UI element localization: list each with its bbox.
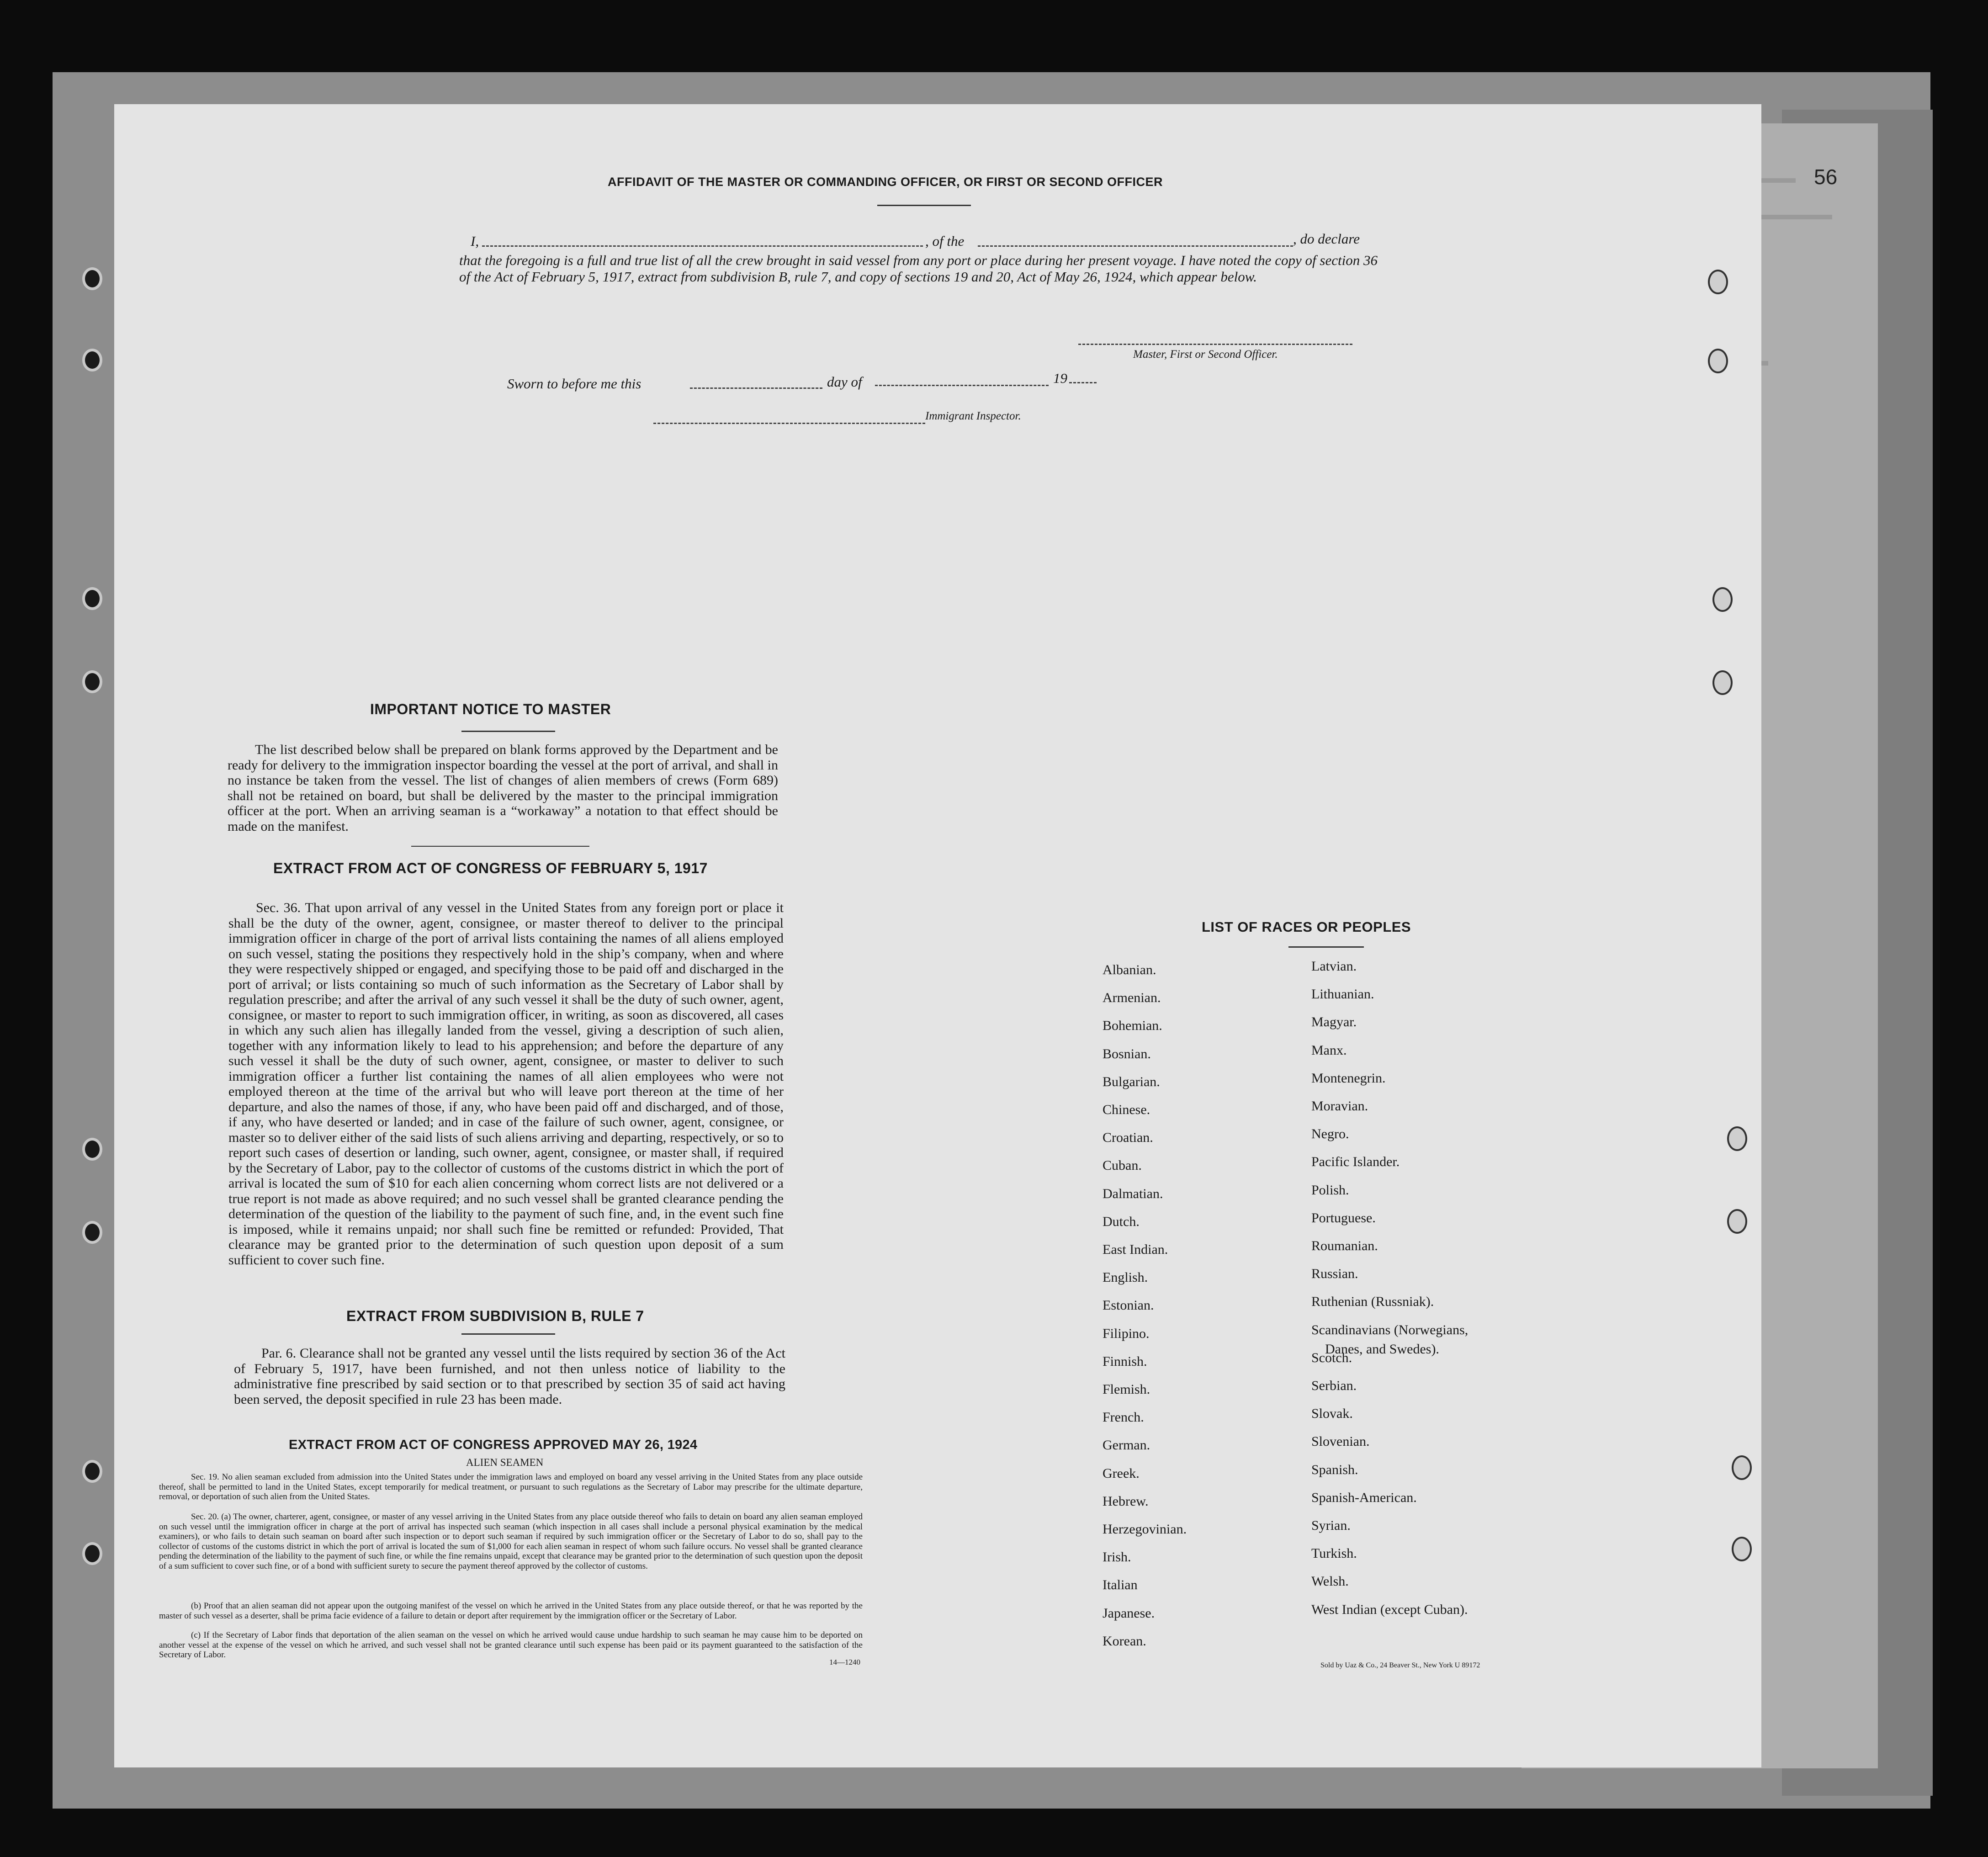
binder-hole <box>82 670 102 693</box>
binder-ring <box>1727 1126 1747 1151</box>
race-item: Manx. <box>1311 1042 1347 1058</box>
binder-hole <box>82 267 102 290</box>
title-rule <box>877 205 971 206</box>
race-item: Croatian. <box>1103 1130 1153 1146</box>
race-item: Herzegovinian. <box>1103 1522 1187 1537</box>
sworn-label: Sworn to before me this <box>507 376 641 392</box>
sworn-month-field[interactable] <box>875 385 1049 386</box>
sworn-day-field[interactable] <box>690 387 822 389</box>
race-item: Flemish. <box>1103 1382 1150 1397</box>
race-item: Turkish. <box>1311 1546 1357 1561</box>
race-item: Danes, and Swedes). <box>1325 1341 1439 1357</box>
printer-note: Sold by Uaz & Co., 24 Beaver St., New York U 89172 <box>1320 1661 1480 1669</box>
day-of-label: day of <box>827 374 862 390</box>
inspector-signature-line[interactable] <box>653 423 925 424</box>
race-item: Filipino. <box>1103 1326 1150 1341</box>
page-number: 56 <box>1814 165 1838 189</box>
race-item: Dalmatian. <box>1103 1186 1163 1201</box>
races-title: LIST OF RACES OR PEOPLES <box>1202 919 1411 935</box>
race-item: Polish. <box>1311 1182 1349 1198</box>
extract-rule7-title: EXTRACT FROM SUBDIVISION B, RULE 7 <box>346 1308 644 1324</box>
extract-1924-sec20c: (c) If the Secretary of Labor finds that deportation of the alien seaman on the vessel on which he arrived would cause undue hardship to such seaman he may cause him to be deported on another vessel at the expense of the vessel on which he arrived, and such vessel shall not be granted clearance until such expense has been paid or its payment guaranteed to the satisfaction of the Secretary of Labor. <box>159 1630 863 1660</box>
race-item: Irish. <box>1103 1549 1131 1565</box>
title-rule <box>461 1333 555 1335</box>
race-item: English. <box>1103 1270 1148 1285</box>
race-item: Estonian. <box>1103 1298 1154 1313</box>
master-signature-line[interactable] <box>1078 344 1352 345</box>
race-item: Finnish. <box>1103 1353 1147 1369</box>
notice-body: The list described below shall be prepared on blank forms approved by the Department and be ready for delivery to the immigration inspector boarding the vessel at the port of arrival, and shall in no instance be taken from the vessel. The list of changes of alien members of crews (Form 689) shall not be retained on board, but shall be delivered by the master to the principal immigration officer at the port. When an arriving seaman is a “workaway” a notation to that effect should be made on the manifest. <box>228 742 778 834</box>
extract-1924-sec20a: Sec. 20. (a) The owner, charterer, agent, consignee, or master of any vessel arriving in the United States from any place outside thereof who fails to detain on board any alien seaman employed on such vessel until the immigration officer in charge at the port of arrival has inspected such seaman (which inspection in all cases shall include a personal physical examination by the medical examiners), or who fails to detain such seaman on board after such inspection or to deport such seaman if required by such immigration officer or the Secretary of Labor to do so, shall pay to the collector of customs of the customs district in which the port of arrival is located the sum of $1,000 for each alien seaman in respect of whom such failure occurs. No vessel shall be granted clearance pending the determination of the liability to the payment of such fine, or while the fine remains unpaid, except that clearance may be granted prior to the determination of such question upon the deposit of a sum sufficient to cover such fine, or of a bond with sufficient surety to secure the payment thereof approved by the collector of customs. <box>159 1512 863 1571</box>
binder-ring <box>1712 587 1733 612</box>
race-item: East Indian. <box>1103 1242 1168 1257</box>
race-item: Ruthenian (Russniak). <box>1311 1294 1434 1310</box>
race-item: Montenegrin. <box>1311 1070 1386 1086</box>
binder-ring <box>1708 270 1728 294</box>
binder-hole <box>82 349 102 371</box>
race-item: Greek. <box>1103 1465 1140 1481</box>
race-item: Spanish. <box>1311 1462 1358 1477</box>
race-item: Welsh. <box>1311 1574 1349 1589</box>
binder-ring <box>1732 1455 1752 1480</box>
race-item: Cuban. <box>1103 1158 1142 1173</box>
extract-1924-sec20b: (b) Proof that an alien seaman did not appear upon the outgoing manifest of the vessel on which he arrived in the United States from any place outside thereof, or that he was reported by the master of such vessel as a deserter, shall be prima facie evidence of a failure to detain or deport after requirement by the immigration officer or the Secretary of Labor. <box>159 1601 863 1621</box>
race-item: Magyar. <box>1311 1014 1357 1030</box>
race-item: Hebrew. <box>1103 1493 1149 1509</box>
race-item: Latvian. <box>1311 959 1357 974</box>
race-item: Syrian. <box>1311 1518 1351 1533</box>
extract-1924-sec19: Sec. 19. No alien seaman excluded from admission into the United States under the immigration laws and employed on board any vessel arriving in the United States from any place outside thereof, shall be permitted to land in the United States, except temporarily for medical treatment, or pursuant to such regulations as the Secretary of Labor may prescribe for the ultimate departure, removal, or deportation of such alien from the United States. <box>159 1472 863 1502</box>
race-item: Spanish-American. <box>1311 1490 1417 1505</box>
binder-hole <box>82 1138 102 1161</box>
extract-1917-title: EXTRACT FROM ACT OF CONGRESS OF FEBRUARY 5, 1917 <box>273 860 708 876</box>
race-item: Slovak. <box>1311 1406 1353 1422</box>
extract-1924-subtitle: ALIEN SEAMEN <box>466 1457 544 1468</box>
vessel-name-field[interactable] <box>978 245 1293 247</box>
race-item: German. <box>1103 1438 1150 1453</box>
binder-hole <box>82 587 102 610</box>
race-item: Negro. <box>1311 1126 1349 1142</box>
extract-1917-body: Sec. 36. That upon arrival of any vessel in the United States from any foreign port or place it shall be the duty of the owner, agent, consignee, or master thereof to deliver to the principal immigration officer in charge of the port of arrival lists containing the names of all aliens employed on such vessel, stating the positions they respectively hold in the ship’s company, when and where they were respectively shipped or engaged, and specifying those to be paid off and discharged in the port of arrival; or lists containing so much of such information as the Secretary of Labor shall by regulation prescribe; and after the arrival of any such vessel it shall be the duty of such owner, agent, consignee, or master to report to such immigration officer, in writing, as soon as discovered, all cases in which any such alien has illegally landed from the vessel, giving a description of such alien, together with any information likely to lead to his apprehension; and before the departure of any such vessel it shall be the duty of such owner, agent, consignee, or master to deliver to such immigration officer a further list containing the names of all alien employees who were not employed thereon at the time of the arrival but who will leave port thereon at the time of her departure, and also the names of those, if any, who have been paid off and discharged, and of those, if any, who have deserted or landed; and in case of the failure of such owner, agent, consignee, or master so to deliver either of the said lists of such aliens arriving and departing, respectively, or so to report such cases of desertion or landing, such owner, agent, consignee, or master shall, if required by the Secretary of Labor, pay to the collector of customs of the customs district in which the port of arrival is located the sum of $10 for each alien concerning whom correct lists are not delivered or a true report is not made as above required; and no such vessel shall be granted clearance pending the determination of the question of the liability to the payment of such fine, and, in the event such fine is imposed, while it remains unpaid; nor shall such fine be remitted or refunded: Provided, That clearance may be granted prior to the determination of such question upon deposit of a sum sufficient to cover such fine. <box>228 900 784 1268</box>
race-item: Scotch. <box>1311 1350 1352 1365</box>
race-item: Slovenian. <box>1311 1434 1370 1449</box>
form-number: 14—1240 <box>829 1658 860 1666</box>
binder-hole <box>82 1542 102 1565</box>
binder-hole <box>82 1221 102 1244</box>
race-item: Chinese. <box>1103 1102 1150 1117</box>
race-item: Portuguese. <box>1311 1210 1376 1226</box>
binder-hole <box>82 1460 102 1483</box>
year-label: 19 <box>1053 370 1067 386</box>
notice-title: IMPORTANT NOTICE TO MASTER <box>370 701 611 717</box>
race-item: Pacific Islander. <box>1311 1154 1400 1170</box>
race-item: Bulgarian. <box>1103 1074 1160 1089</box>
race-item: Japanese. <box>1103 1605 1155 1621</box>
race-item: Serbian. <box>1311 1378 1357 1393</box>
extract-1924-title: EXTRACT FROM ACT OF CONGRESS APPROVED MAY 26, 1924 <box>289 1438 698 1452</box>
declarant-label: I, <box>471 233 479 249</box>
race-item: Bosnian. <box>1103 1046 1151 1061</box>
title-rule <box>461 731 555 732</box>
race-item: Moravian. <box>1311 1098 1368 1114</box>
sworn-year-field[interactable] <box>1069 382 1097 383</box>
vessel-label: , of the <box>925 233 965 249</box>
race-item: Dutch. <box>1103 1214 1140 1229</box>
race-item: Albanian. <box>1103 962 1156 977</box>
race-item: Korean. <box>1103 1633 1146 1649</box>
race-item: Armenian. <box>1103 990 1161 1006</box>
master-signature-label: Master, First or Second Officer. <box>1133 348 1278 361</box>
section-divider <box>411 846 589 847</box>
race-item: French. <box>1103 1410 1144 1425</box>
race-item: Roumanian. <box>1311 1238 1378 1253</box>
binder-ring <box>1712 670 1733 695</box>
race-item: Italian <box>1103 1577 1138 1593</box>
inspector-label: Immigrant Inspector. <box>925 410 1021 422</box>
binder-ring <box>1708 349 1728 373</box>
race-item: Lithuanian. <box>1311 987 1374 1002</box>
declarant-name-field[interactable] <box>482 245 923 247</box>
race-item: Scandinavians (Norwegians, <box>1311 1322 1468 1337</box>
title-rule <box>1288 946 1364 948</box>
binder-ring <box>1732 1537 1752 1561</box>
affidavit-body: that the foregoing is a full and true list of all the crew brought in said vessel from any port or place during her present voyage. I have noted the copy of section 36 of the Act of February 5, 1917, extract from subdivision B, rule 7, and copy of sections 19 and 20, Act of May 26, 1924, which appear below. <box>459 252 1378 285</box>
race-item: Russian. <box>1311 1266 1358 1282</box>
race-item: Bohemian. <box>1103 1018 1162 1034</box>
binder-ring <box>1727 1209 1747 1234</box>
declare-label: , do declare <box>1293 231 1360 247</box>
extract-rule7-body: Par. 6. Clearance shall not be granted any vessel until the lists required by section 36 of the Act of February 5, 1917, have been furnished, and not then unless notice of liability to the administrative fine prescribed by said section or to that prescribed by section 35 of said act having been served, the deposit specified in rule 23 has been made. <box>234 1346 785 1407</box>
race-item: West Indian (except Cuban). <box>1311 1602 1468 1617</box>
affidavit-title: AFFIDAVIT OF THE MASTER OR COMMANDING OFFICER, OR FIRST OR SECOND OFFICER <box>608 175 1163 189</box>
